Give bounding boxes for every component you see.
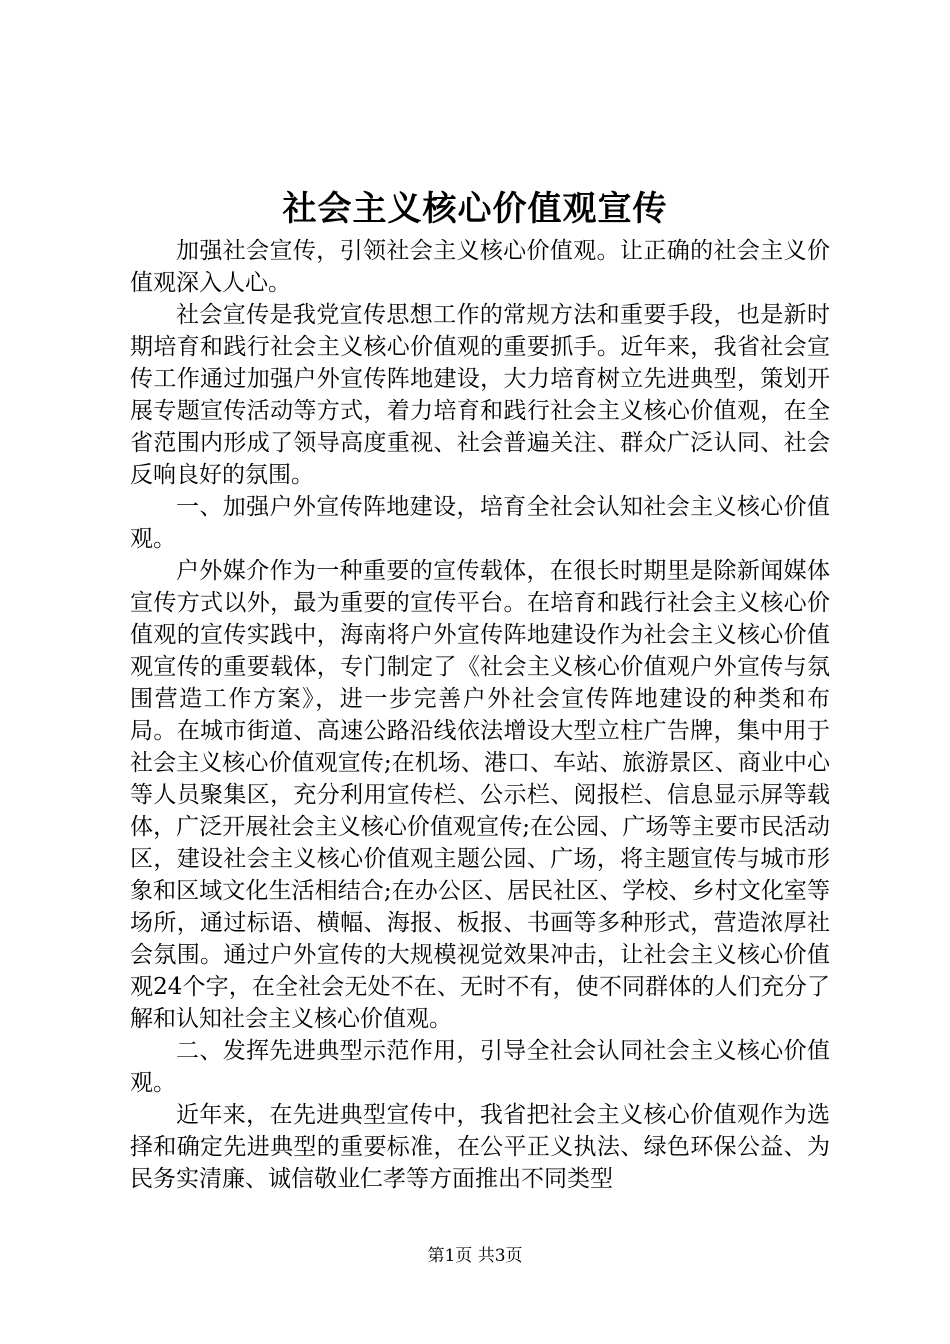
- document-body: [130, 235, 830, 1195]
- document-title: 社会主义核心价值观宣传: [282, 189, 668, 229]
- paragraph: 近年来，在先进典型宣传中，我省把社会主义核心价值观作为选择和确定先进典型的重要标准，在公平正义执法、绿色环保公益、为民务实清廉、诚信敬业仁孝等方面推出不同类型: [130, 1102, 830, 1192]
- paragraph: 户外媒介作为一种重要的宣传载体，在很长时期里是除新闻媒体宣传方式以外，最为重要的宣传平台。在培育和践行社会主义核心价值观的宣传实践中，海南将户外宣传阵地建设作为社会主义核心价值观宣传的重要载体，专门制定了《社会主义核心价值观户外宣传与氛围营造工作方案》，进一步完善户外社会宣传阵地建设的种类和布局。在城市街道、高速公路沿线依法增设大型立柱广告牌，集中用于社会主义核心价值观宣传;在机场、港口、车站、旅游景区、商业中心等人员聚集区，充分利用宣传栏、公示栏、阅报栏、信息显示屏等载体，广泛开展社会主义核心价值观宣传;在公园、广场等主要市民活动区，建设社会主义核心价值观主题公园、广场，将主题宣传与城市形象和区域文化生活相结合;在办公区、居民社区、学校、乡村文化室等场所，通过标语、横幅、海报、板报、书画等多种形式，营造浓厚社会氛围。通过户外宣传的大规模视觉效果冲击，让社会主义核心价值观24个字，在全社会无处不在、无时不有，使不同群体的人们充分了解和认知社会主义核心价值观。: [130, 558, 830, 1032]
- paragraph: 加强社会宣传，引领社会主义核心价值观。让正确的社会主义价值观深入人心。: [130, 238, 830, 296]
- page-footer: 第1页 共3页: [427, 1246, 523, 1266]
- section-heading: 二、发挥先进典型示范作用，引导全社会认同社会主义核心价值观。: [130, 1038, 830, 1096]
- paragraph: 社会宣传是我党宣传思想工作的常规方法和重要手段，也是新时期培育和践行社会主义核心价值观的重要抓手。近年来，我省社会宣传工作通过加强户外宣传阵地建设，大力培育树立先进典型，策划开展专题宣传活动等方式，着力培育和践行社会主义核心价值观，在全省范围内形成了领导高度重视、社会普遍关注、群众广泛认同、社会反响良好的氛围。: [130, 302, 830, 488]
- section-heading: 一、加强户外宣传阵地建设，培育全社会认知社会主义核心价值观。: [130, 494, 830, 552]
